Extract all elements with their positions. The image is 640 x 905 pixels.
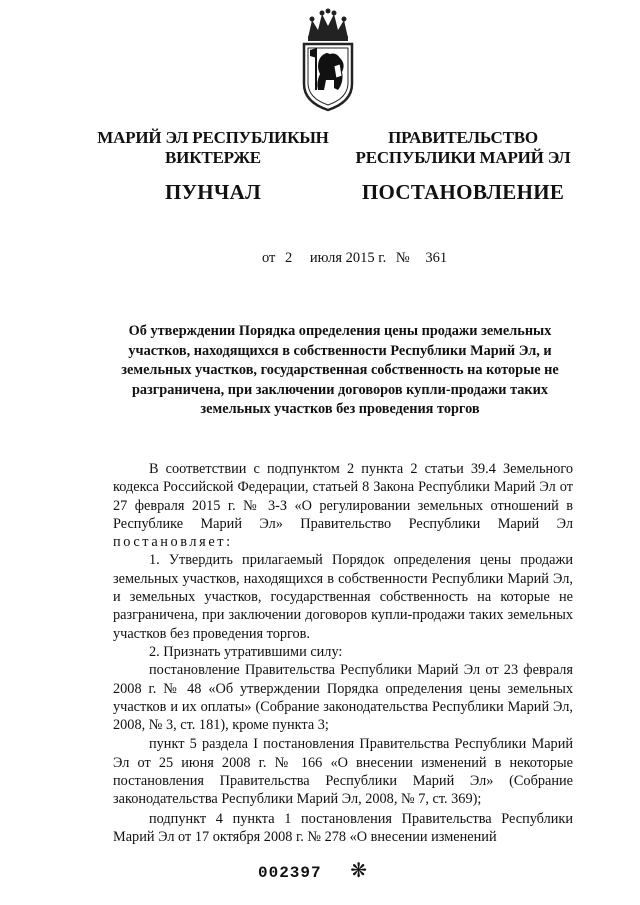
preamble-resolves: постановляет: (113, 534, 233, 551)
paragraph-preamble (113, 460, 573, 551)
header-right-block (338, 128, 588, 202)
dateline-month-year: июля 2015 г. (309, 250, 387, 266)
form-serial-number: 002397 (258, 864, 322, 882)
header-left-line1: МАРИЙ ЭЛ РЕСПУБЛИКЫН (97, 128, 329, 147)
document-title: Об утверждении Порядка определения цены продажи земельных участков, находящихся в собственности Республики Марий Эл, и земельных участков, государственная собственность на которые не разграничена, при заключении договоров купли-продажи таких земельных участков без проведения торгов (121, 323, 559, 417)
paragraph-repeal-3: подпункт 4 пункта 1 постановления Правительства Республики Марий Эл от 17 октября 2008 г. № 278 «О внесении изменений (113, 810, 573, 845)
crown-icon (308, 9, 348, 42)
paragraph-repeal-2: пункт 5 раздела I постановления Правительства Республики Марий Эл от 25 июня 2008 г. № 166 «О внесении изменений в некоторые постановления Правительства Республики Марий Эл» (Собрание законодательства Республики Марий Эл, 2008, № 7, ст. 369); (113, 736, 573, 808)
header-left-line2: ВИКТЕРЖЕ (165, 148, 261, 167)
dateline-number: 361 (425, 250, 448, 266)
form-serial-footer (258, 858, 368, 882)
header-right-line2: РЕСПУБЛИКИ МАРИЙ ЭЛ (355, 148, 571, 167)
document-dateline (262, 250, 453, 267)
document-body (113, 460, 573, 846)
coat-of-arms-emblem (296, 8, 360, 112)
paragraph-repeal-1: постановление Правительства Республики Марий Эл от 23 февраля 2008 г. № 48 «Об утверждении Порядка определения цены земельных участков и их оплаты» (Собрание законодательства Республики Марий Эл, 2008, № 3, ст. 181), кроме пункта 3; (113, 662, 573, 734)
preamble-text: В соответствии с подпунктом 2 пункта 2 статьи 39.4 Земельного кодекса Российской Федерации, статьей 8 Закона Республики Марий Эл от 27 февраля 2015 г. № 3-З «О регулировании земельных отношений в Республике Марий Эл» Правительство Республики Марий Эл (113, 461, 573, 532)
header-right-line1: ПРАВИТЕЛЬСТВО (388, 128, 538, 147)
header-left-act-title: ПУНЧАЛ (164, 180, 262, 204)
footer-mark-icon: ❋ (350, 858, 368, 882)
paragraph-item-2: 2. Признать утратившими силу: (149, 643, 343, 660)
dateline-prefix: от (262, 250, 276, 266)
paragraph-item-1: 1. Утвердить прилагаемый Порядок определения цены продажи земельных участков, находящихся в собственности Республики Марий Эл, и земельных участков, государственная собственность на которые не разграничена, при заключении договоров купли-продажи таких земельных участков без проведения торгов. (113, 552, 573, 642)
dateline-day: 2 (285, 250, 293, 266)
header-right-act-title: ПОСТАНОВЛЕНИЕ (361, 180, 565, 204)
dateline-number-sign: № (395, 250, 410, 266)
header-left-block (88, 128, 338, 202)
